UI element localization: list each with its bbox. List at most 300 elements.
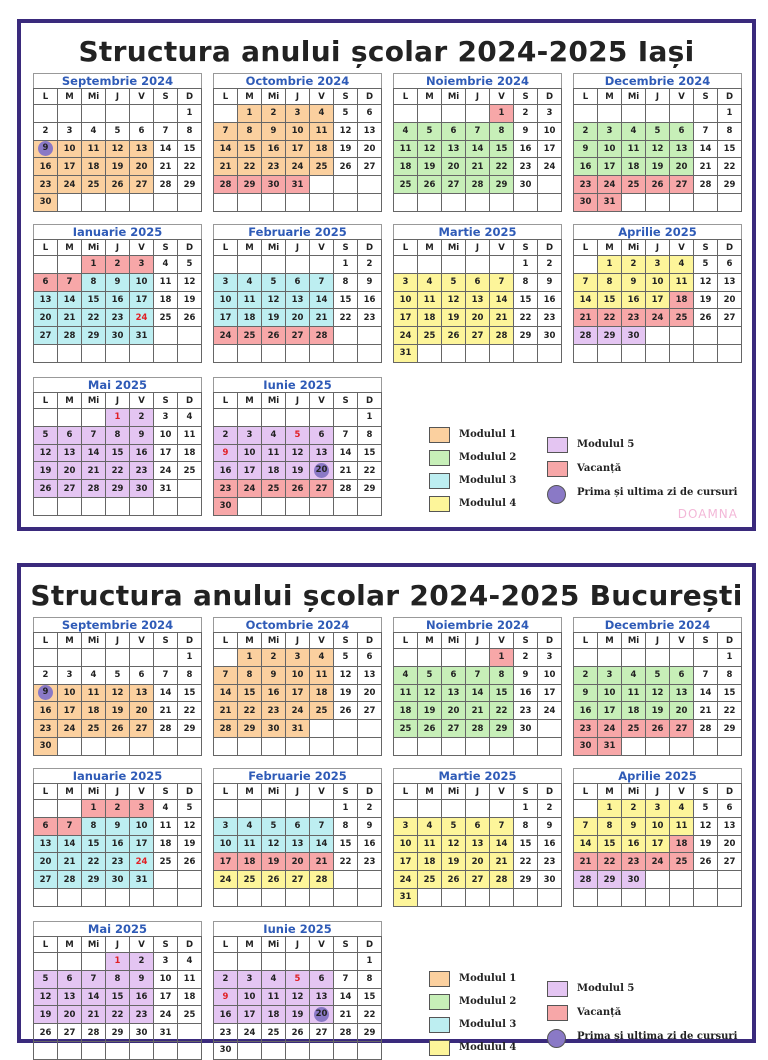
empty-cell: [34, 888, 58, 906]
day-cell: 17: [214, 309, 238, 327]
weekday-header: M: [598, 633, 622, 649]
day-cell: 13: [286, 835, 310, 853]
weekday-header: L: [394, 784, 418, 800]
weekday-header: S: [334, 89, 358, 105]
day-cell: 6: [34, 817, 58, 835]
day-cell: 2: [262, 105, 286, 123]
day-cell: 15: [82, 291, 106, 309]
day-cell: 8: [106, 970, 130, 988]
week-row: [34, 1006, 202, 1024]
day-cell: 23: [514, 158, 538, 176]
day-cell: 13: [466, 835, 490, 853]
day-cell: 19: [34, 1006, 58, 1024]
day-cell: 20: [358, 140, 382, 158]
day-cell: 1: [490, 649, 514, 667]
day-cell: 6: [670, 666, 694, 684]
day-cell: 4: [622, 666, 646, 684]
day-cell: 29: [178, 720, 202, 738]
day-cell: 4: [178, 409, 202, 427]
day-cell: 7: [154, 666, 178, 684]
day-cell: 4: [310, 649, 334, 667]
day-cell: 19: [442, 309, 466, 327]
week-row: [34, 970, 202, 988]
day-cell: 8: [358, 426, 382, 444]
weekday-header: D: [358, 89, 382, 105]
day-cell: 23: [622, 853, 646, 871]
weekday-header: J: [286, 393, 310, 409]
week-row: [574, 649, 742, 667]
day-cell: 12: [106, 684, 130, 702]
day-cell: 24: [58, 720, 82, 738]
empty-cell: [310, 800, 334, 818]
day-cell: 2: [214, 970, 238, 988]
empty-cell: [310, 344, 334, 362]
day-cell: 11: [418, 835, 442, 853]
weekday-header: S: [154, 633, 178, 649]
month-mai-2025: [33, 377, 202, 516]
week-row: [34, 158, 202, 176]
day-cell: 9: [514, 666, 538, 684]
empty-cell: [82, 193, 106, 211]
day-cell: 26: [418, 720, 442, 738]
day-cell: 25: [154, 853, 178, 871]
day-cell: 24: [646, 853, 670, 871]
day-cell: 16: [130, 444, 154, 462]
empty-cell: [178, 497, 202, 515]
weekday-header: S: [154, 240, 178, 256]
day-cell: 13: [34, 835, 58, 853]
day-cell: 30: [538, 327, 562, 345]
day-cell: 20: [130, 158, 154, 176]
day-cell: 21: [334, 1006, 358, 1024]
week-row: [214, 444, 382, 462]
empty-cell: [442, 256, 466, 274]
week-row: [214, 158, 382, 176]
month-iunie-2025: [213, 921, 382, 1060]
empty-cell: [358, 344, 382, 362]
empty-cell: [538, 737, 562, 755]
weekday-header: L: [214, 393, 238, 409]
day-cell: 31: [286, 176, 310, 194]
week-row: [214, 291, 382, 309]
day-cell: 30: [106, 327, 130, 345]
week-row: [574, 666, 742, 684]
day-cell: 7: [214, 666, 238, 684]
week-row: [394, 800, 562, 818]
empty-cell: [178, 1024, 202, 1042]
month-name: Septembrie 2024: [33, 73, 202, 88]
day-cell: 23: [262, 158, 286, 176]
day-cell: 15: [514, 291, 538, 309]
week-row: [34, 497, 202, 515]
day-cell: 12: [694, 817, 718, 835]
day-cell: 2: [358, 800, 382, 818]
weekday-header: L: [214, 240, 238, 256]
week-row: [214, 193, 382, 211]
empty-cell: [286, 256, 310, 274]
day-cell: 17: [58, 158, 82, 176]
empty-cell: [418, 344, 442, 362]
day-cell: 3: [286, 649, 310, 667]
weekday-header: V: [490, 240, 514, 256]
empty-cell: [106, 105, 130, 123]
week-row: [34, 256, 202, 274]
empty-cell: [442, 737, 466, 755]
day-cell: 27: [466, 327, 490, 345]
day-cell: 30: [106, 871, 130, 889]
empty-cell: [394, 105, 418, 123]
day-cell: 30: [34, 193, 58, 211]
day-cell: 28: [334, 480, 358, 498]
legend-label: Prima și ultima zi de cursuri: [577, 487, 738, 498]
day-cell: 15: [106, 444, 130, 462]
day-cell: 30: [130, 480, 154, 498]
week-row: [214, 649, 382, 667]
day-cell: 2: [130, 953, 154, 971]
day-cell: 8: [82, 273, 106, 291]
day-cell: 23: [622, 309, 646, 327]
day-cell: 30: [214, 1041, 238, 1059]
weekday-header: V: [310, 240, 334, 256]
weekday-header: D: [358, 393, 382, 409]
day-cell: 20: [34, 309, 58, 327]
day-cell: 28: [574, 327, 598, 345]
day-cell: 12: [34, 444, 58, 462]
week-row: [34, 988, 202, 1006]
week-row: [34, 684, 202, 702]
empty-cell: [646, 327, 670, 345]
weekday-header: S: [154, 393, 178, 409]
day-cell: 7: [82, 426, 106, 444]
day-cell: 12: [646, 684, 670, 702]
week-row: [574, 871, 742, 889]
day-cell: 15: [334, 835, 358, 853]
day-cell: 6: [718, 800, 742, 818]
week-row: [574, 888, 742, 906]
day-cell: 1: [82, 800, 106, 818]
weekday-header: Mi: [82, 784, 106, 800]
empty-cell: [646, 871, 670, 889]
day-cell: 9: [538, 273, 562, 291]
day-cell: 9: [574, 684, 598, 702]
day-cell: 10: [130, 817, 154, 835]
day-cell: 9: [214, 444, 238, 462]
empty-cell: [310, 888, 334, 906]
empty-cell: [130, 649, 154, 667]
empty-cell: [82, 1041, 106, 1059]
day-cell: 27: [718, 853, 742, 871]
month-name: Mai 2025: [33, 921, 202, 936]
empty-cell: [334, 1041, 358, 1059]
day-cell: [34, 684, 58, 702]
day-cell: 28: [58, 871, 82, 889]
empty-cell: [154, 105, 178, 123]
week-row: [574, 256, 742, 274]
week-row: [34, 480, 202, 498]
legend-label: Modulul 4: [459, 1042, 517, 1053]
empty-cell: [82, 953, 106, 971]
empty-cell: [466, 888, 490, 906]
day-cell: [310, 462, 334, 480]
day-cell: 28: [466, 176, 490, 194]
day-cell: 29: [718, 176, 742, 194]
empty-cell: [106, 344, 130, 362]
empty-cell: [358, 327, 382, 345]
empty-cell: [238, 737, 262, 755]
weekday-header: D: [718, 784, 742, 800]
empty-cell: [334, 409, 358, 427]
day-cell: 13: [670, 684, 694, 702]
empty-cell: [394, 256, 418, 274]
day-cell: 6: [718, 256, 742, 274]
weekday-header: S: [334, 240, 358, 256]
day-cell: 8: [598, 273, 622, 291]
day-cell: 22: [178, 158, 202, 176]
day-cell: 23: [34, 176, 58, 194]
empty-cell: [466, 193, 490, 211]
day-cell: 13: [286, 291, 310, 309]
day-cell: 25: [394, 176, 418, 194]
day-cell: 20: [718, 835, 742, 853]
empty-cell: [598, 344, 622, 362]
empty-cell: [310, 953, 334, 971]
day-cell: 23: [574, 720, 598, 738]
day-cell: 27: [286, 327, 310, 345]
day-cell: 28: [574, 871, 598, 889]
day-cell: 17: [154, 988, 178, 1006]
legend-label: Prima și ultima zi de cursuri: [577, 1031, 738, 1042]
weekday-header: S: [514, 784, 538, 800]
week-row: [214, 497, 382, 515]
weekday-header: L: [34, 784, 58, 800]
day-cell: 11: [418, 291, 442, 309]
day-cell: [34, 140, 58, 158]
month-name: Martie 2025: [393, 768, 562, 783]
color-swatch: [429, 473, 450, 489]
day-cell: 9: [622, 817, 646, 835]
weekday-header: S: [154, 89, 178, 105]
day-cell: 22: [106, 462, 130, 480]
week-row: [34, 273, 202, 291]
day-cell: 21: [334, 462, 358, 480]
month-table: [33, 783, 202, 907]
weekday-header: J: [286, 240, 310, 256]
month-februarie-2025: [213, 224, 382, 363]
day-cell: 10: [58, 684, 82, 702]
day-cell: 17: [130, 835, 154, 853]
empty-cell: [418, 737, 442, 755]
day-cell: 19: [334, 684, 358, 702]
week-row: [34, 666, 202, 684]
day-cell: 15: [238, 140, 262, 158]
day-cell: 17: [394, 309, 418, 327]
day-cell: 2: [106, 800, 130, 818]
weekday-header: M: [58, 633, 82, 649]
day-cell: 26: [34, 1024, 58, 1042]
day-cell: 4: [238, 817, 262, 835]
empty-cell: [34, 953, 58, 971]
empty-cell: [466, 256, 490, 274]
empty-cell: [466, 344, 490, 362]
weekday-header: J: [466, 240, 490, 256]
empty-cell: [718, 888, 742, 906]
empty-cell: [718, 737, 742, 755]
empty-cell: [622, 344, 646, 362]
week-row: [574, 193, 742, 211]
day-cell: 19: [106, 158, 130, 176]
weekday-header: J: [286, 89, 310, 105]
day-cell: 5: [178, 800, 202, 818]
day-cell: 24: [58, 176, 82, 194]
week-row: [34, 871, 202, 889]
day-cell: 28: [214, 176, 238, 194]
empty-cell: [106, 737, 130, 755]
day-cell: 20: [286, 853, 310, 871]
day-cell: 18: [262, 1006, 286, 1024]
week-row: [34, 1024, 202, 1042]
day-cell: 3: [538, 105, 562, 123]
weekday-header: V: [490, 633, 514, 649]
weekday-header: M: [238, 633, 262, 649]
day-cell: 28: [154, 720, 178, 738]
empty-cell: [34, 649, 58, 667]
weekday-header: D: [718, 89, 742, 105]
day-cell: 25: [622, 176, 646, 194]
weekday-header: J: [466, 633, 490, 649]
color-swatch: [547, 981, 568, 997]
day-cell: 31: [394, 888, 418, 906]
empty-cell: [58, 953, 82, 971]
day-cell: 16: [262, 684, 286, 702]
week-row: [574, 273, 742, 291]
day-cell: 13: [670, 140, 694, 158]
day-cell: 30: [514, 176, 538, 194]
day-cell: 4: [154, 256, 178, 274]
month-table: [213, 392, 382, 516]
day-cell: 17: [646, 835, 670, 853]
color-swatch: [429, 427, 450, 443]
week-row: [574, 720, 742, 738]
day-cell: 7: [58, 817, 82, 835]
empty-cell: [622, 737, 646, 755]
month-ianuarie-2025: [33, 224, 202, 363]
empty-cell: [718, 193, 742, 211]
color-swatch: [547, 1005, 568, 1021]
day-cell: 12: [334, 666, 358, 684]
day-cell: 3: [58, 666, 82, 684]
week-row: [574, 176, 742, 194]
day-cell: 24: [238, 480, 262, 498]
day-cell: 9: [130, 426, 154, 444]
week-row: [214, 344, 382, 362]
day-cell: 14: [154, 684, 178, 702]
weekday-header: L: [214, 633, 238, 649]
empty-cell: [130, 344, 154, 362]
day-cell: 15: [718, 140, 742, 158]
day-cell: 29: [82, 327, 106, 345]
week-row: [214, 666, 382, 684]
weekday-header: M: [598, 89, 622, 105]
legend-label: Modulul 4: [459, 498, 517, 509]
day-cell: 29: [514, 327, 538, 345]
day-cell: 14: [466, 684, 490, 702]
empty-cell: [286, 344, 310, 362]
weekday-header: J: [286, 633, 310, 649]
day-cell: 16: [514, 140, 538, 158]
legend-label: Modulul 5: [577, 983, 635, 994]
day-cell: 1: [598, 800, 622, 818]
empty-cell: [694, 871, 718, 889]
day-cell: 10: [598, 684, 622, 702]
week-row: [34, 426, 202, 444]
day-cell: 14: [214, 684, 238, 702]
day-cell: 15: [718, 684, 742, 702]
day-cell: 15: [490, 140, 514, 158]
empty-cell: [82, 649, 106, 667]
empty-cell: [34, 409, 58, 427]
week-row: [574, 684, 742, 702]
day-cell: 3: [286, 105, 310, 123]
weekday-header: Mi: [82, 393, 106, 409]
empty-cell: [670, 871, 694, 889]
empty-cell: [466, 105, 490, 123]
empty-cell: [718, 327, 742, 345]
empty-cell: [394, 193, 418, 211]
day-cell: 4: [394, 666, 418, 684]
day-cell: 17: [538, 684, 562, 702]
week-row: [34, 176, 202, 194]
day-cell: 30: [538, 871, 562, 889]
weekday-header: S: [154, 784, 178, 800]
empty-cell: [598, 888, 622, 906]
empty-cell: [358, 888, 382, 906]
day-cell: 24: [154, 1006, 178, 1024]
day-cell: 26: [442, 327, 466, 345]
day-cell: 17: [130, 291, 154, 309]
day-cell: 21: [214, 702, 238, 720]
empty-cell: [394, 800, 418, 818]
empty-cell: [34, 105, 58, 123]
weekday-header: D: [538, 240, 562, 256]
week-row: [394, 273, 562, 291]
day-cell: 19: [262, 853, 286, 871]
day-cell: 27: [358, 158, 382, 176]
day-cell: 18: [154, 835, 178, 853]
day-cell: 20: [58, 1006, 82, 1024]
day-cell: 1: [106, 409, 130, 427]
month-table: [213, 88, 382, 212]
week-row: [34, 1041, 202, 1059]
day-cell: 28: [466, 720, 490, 738]
week-row: [574, 105, 742, 123]
color-swatch: [429, 994, 450, 1010]
weekday-header: J: [106, 937, 130, 953]
day-cell: 1: [238, 105, 262, 123]
empty-cell: [262, 497, 286, 515]
color-swatch: [429, 971, 450, 987]
day-cell: 4: [418, 817, 442, 835]
day-cell: 3: [58, 122, 82, 140]
first-last-day-marker: 9: [38, 685, 53, 700]
week-row: [34, 888, 202, 906]
empty-cell: [238, 953, 262, 971]
empty-cell: [178, 344, 202, 362]
day-cell: 30: [130, 1024, 154, 1042]
day-cell: 22: [514, 853, 538, 871]
day-cell: 4: [622, 122, 646, 140]
empty-cell: [670, 888, 694, 906]
empty-cell: [718, 344, 742, 362]
